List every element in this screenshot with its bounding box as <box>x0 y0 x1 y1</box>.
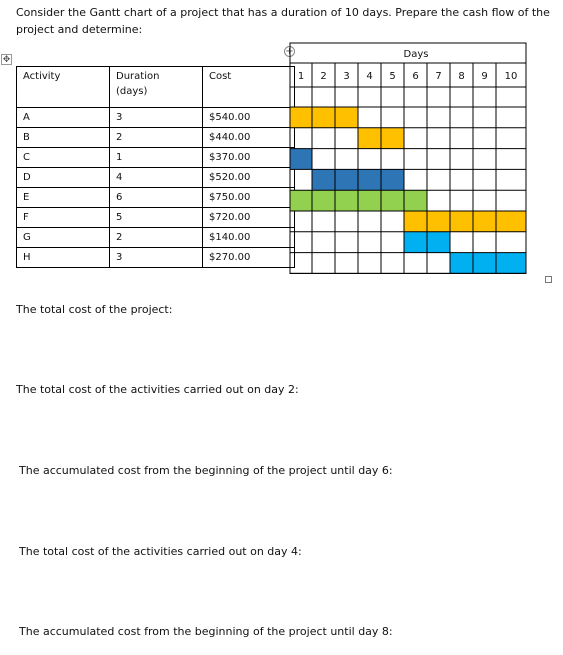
gantt-title: Days <box>403 49 429 60</box>
intro-line-2: project and determine: <box>16 23 143 36</box>
gantt-day-label: 1 <box>297 71 305 82</box>
intro-line-1: Consider the Gantt chart of a project that has a duration of 10 days. Prepare the cash flow of the <box>16 6 550 19</box>
gantt-chart <box>289 42 545 276</box>
question-day-4-cost: The total cost of the activities carried out on day 4: <box>19 545 302 558</box>
cell-duration: 3 <box>110 248 203 268</box>
question-day-2-cost: The total cost of the activities carried out on day 2: <box>16 383 299 396</box>
cell-duration: 3 <box>110 108 203 128</box>
cell-activity: C <box>17 148 110 168</box>
cell-activity: E <box>17 188 110 208</box>
header-duration-line-2: (days) <box>116 86 148 97</box>
gantt-bar <box>404 211 526 232</box>
cell-duration: 2 <box>110 228 203 248</box>
question-accumulated-day-8: The accumulated cost from the beginning of the project until day 8: <box>19 625 393 638</box>
question-accumulated-day-6: The accumulated cost from the beginning of the project until day 6: <box>19 464 393 477</box>
cell-activity: H <box>17 248 110 268</box>
gantt-day-label: 9 <box>481 71 488 82</box>
gantt-bar <box>290 107 358 128</box>
gantt-day-label: 2 <box>320 71 327 82</box>
table-row <box>17 148 295 168</box>
table-resize-handle-icon[interactable] <box>545 276 552 283</box>
gantt-day-label: 5 <box>389 71 396 82</box>
gantt-day-label: 10 <box>504 71 518 82</box>
table-row <box>17 108 295 128</box>
table-row <box>17 248 295 268</box>
gantt-bar <box>450 253 526 274</box>
cell-duration: 2 <box>110 128 203 148</box>
cell-cost: $540.00 <box>203 108 295 128</box>
cell-activity: B <box>17 128 110 148</box>
gantt-day-label: 4 <box>366 71 373 82</box>
header-duration-line-1: Duration <box>116 71 160 82</box>
gantt-day-label: 6 <box>412 71 419 82</box>
gantt-grid <box>289 42 545 276</box>
cell-activity: D <box>17 168 110 188</box>
header-duration <box>110 67 203 108</box>
cell-duration: 6 <box>110 188 203 208</box>
cell-cost: $750.00 <box>203 188 295 208</box>
header-activity: Activity <box>17 67 110 108</box>
cell-duration: 4 <box>110 168 203 188</box>
cell-duration: 5 <box>110 208 203 228</box>
cell-cost: $370.00 <box>203 148 295 168</box>
cell-activity: F <box>17 208 110 228</box>
cell-activity: A <box>17 108 110 128</box>
gantt-day-label: 3 <box>343 71 350 82</box>
table-row <box>17 228 295 248</box>
table-row <box>17 208 295 228</box>
cell-cost: $520.00 <box>203 168 295 188</box>
add-column-icon[interactable]: + <box>285 46 294 57</box>
cell-cost: $270.00 <box>203 248 295 268</box>
intro-text <box>16 4 551 38</box>
table-row <box>17 188 295 208</box>
cell-cost: $440.00 <box>203 128 295 148</box>
gantt-day-label: 8 <box>458 71 465 82</box>
cell-cost: $720.00 <box>203 208 295 228</box>
cell-cost: $140.00 <box>203 228 295 248</box>
cell-activity: G <box>17 228 110 248</box>
gantt-day-label: 7 <box>435 71 442 82</box>
gantt-bar <box>290 149 312 170</box>
header-cost: Cost <box>203 67 295 108</box>
activity-table <box>16 66 295 268</box>
table-move-handle-icon[interactable]: ✥ <box>2 55 11 65</box>
table-row <box>17 128 295 148</box>
table-header-row <box>17 67 295 108</box>
table-row <box>17 168 295 188</box>
cell-duration: 1 <box>110 148 203 168</box>
question-total-cost: The total cost of the project: <box>16 303 173 316</box>
